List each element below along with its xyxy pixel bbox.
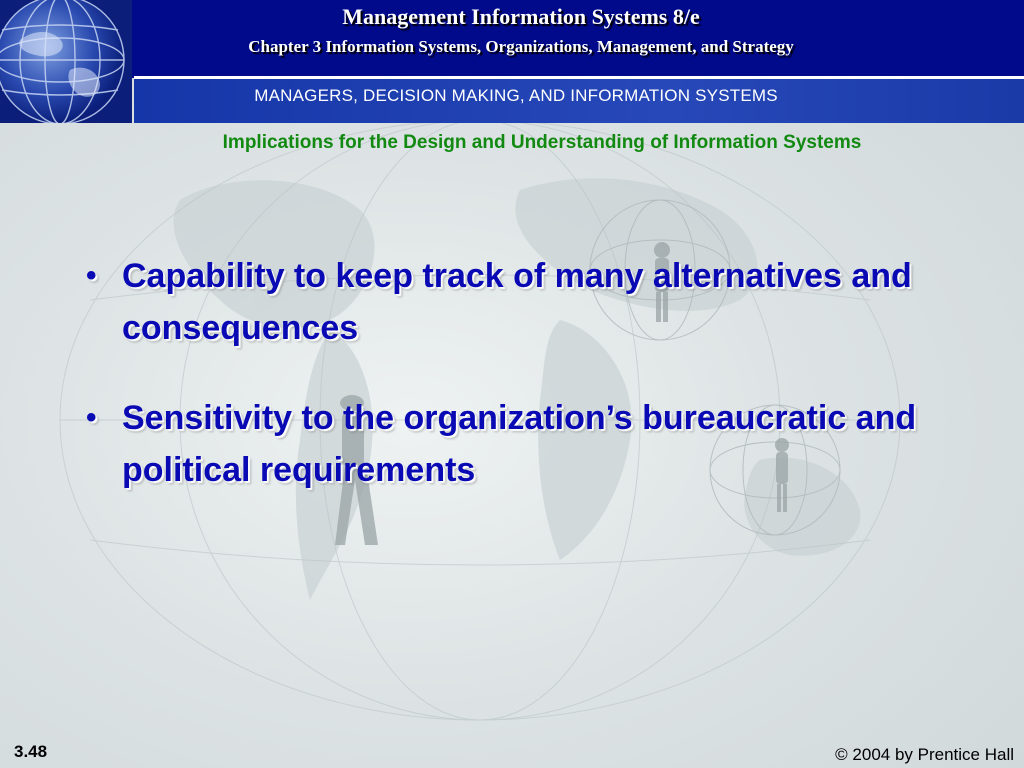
bullet-text: Capability to keep track of many alternatives and consequences <box>122 257 912 347</box>
bullet-icon: • <box>86 401 97 434</box>
slide-number: 3.48 <box>14 742 48 761</box>
bullet-item <box>86 250 946 354</box>
bullet-icon: • <box>86 259 97 292</box>
section-title: MANAGERS, DECISION MAKING, AND INFORMATION SYSTEMS <box>254 86 778 105</box>
copyright-notice: © 2004 by Prentice Hall <box>835 745 1014 764</box>
slide-heading: Implications for the Design and Understanding of Information Systems <box>222 132 862 153</box>
bullet-item <box>86 392 946 496</box>
bullet-text: Sensitivity to the organization’s bureaucratic and political requirements <box>122 399 917 489</box>
chapter-title: Chapter 3 Information Systems, Organizations, Management, and Strategy <box>248 37 794 56</box>
globe-logo <box>0 0 132 123</box>
course-title: Management Information Systems 8/e <box>342 4 700 29</box>
bullet-list <box>86 250 946 534</box>
globe-icon <box>0 0 132 123</box>
